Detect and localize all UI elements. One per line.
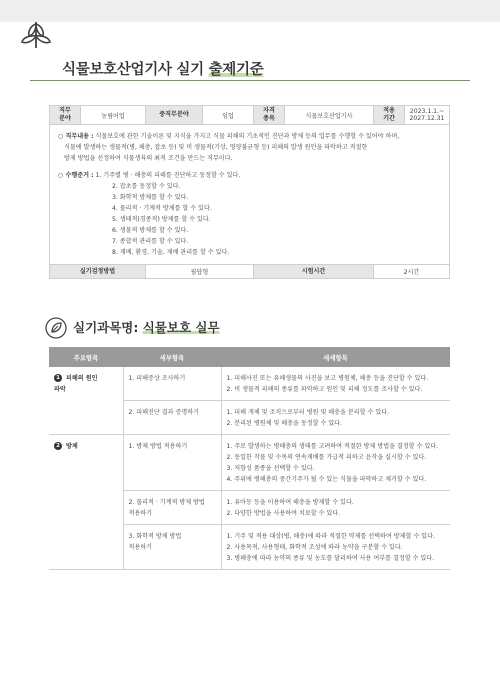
header-sub-item: 세세항목 <box>221 347 450 367</box>
field-label: 직무 분야 <box>50 106 81 125</box>
perf-label: ○ 수행준거 : <box>58 172 94 179</box>
detail-item: 1. 방제 방법 적용하기 <box>123 435 221 491</box>
perf-item: 6. 생물적 방제를 할 수 있다. <box>112 227 189 234</box>
list-item: 1. 피해 개체 및 조직으로부터 병원 및 해충을 분리할 수 있다. <box>226 409 390 416</box>
duty-description <box>50 125 450 265</box>
main-item-2: 2 방제 <box>49 435 123 570</box>
mid-field-value: 임업 <box>203 106 254 125</box>
list-item: 3. 저항성 품종을 선택할 수 있다. <box>226 465 315 472</box>
list-item: 1. 주로 발생하는 병해충의 생태를 고려하여 적절한 방제 방법을 결정할 수 있다. <box>226 443 439 450</box>
detail-item: 2. 피해진단 결과 증명하기 <box>123 401 221 435</box>
table-row <box>49 367 450 401</box>
title-highlight: 출제기준 <box>208 62 264 78</box>
sub-items <box>221 525 450 570</box>
section-title-prefix: 실기과목명: <box>73 320 143 335</box>
perf-item: 4. 물리적 · 기계적 방제를 할 수 있다. <box>112 205 212 212</box>
info-footer-row <box>50 265 450 279</box>
cert-value: 식물보호산업기사 <box>285 106 374 125</box>
leaf-circle-icon <box>45 317 67 339</box>
perf-item: 1. 기주별 병 · 해충의 피해를 진단하고 동정할 수 있다. <box>95 172 241 179</box>
title-prefix: 식물보호산업기사 실기 <box>62 62 209 78</box>
header-main-item: 주요항목 <box>49 347 123 367</box>
sub-items <box>221 401 450 435</box>
certification-info-table <box>49 105 450 279</box>
section-title-highlight: 식물보호 실무 <box>142 320 220 335</box>
info-header-row <box>50 106 450 125</box>
list-item: 4. 주위에 병해충의 중간기주가 될 수 있는 식물을 파악하고 제거할 수 있다. <box>226 476 427 483</box>
table-row <box>49 435 450 491</box>
cert-label: 자격 종목 <box>254 106 285 125</box>
sub-items <box>221 435 450 491</box>
top-gray-band <box>0 0 500 22</box>
list-item: 2. 다양한 방법을 사용하여 치료할 수 있다. <box>226 510 341 517</box>
page-title <box>62 58 263 79</box>
list-item: 1. 기주 및 적용 대상(병, 해충)에 따라 적절한 약제를 선택하여 방제할 수 있다. <box>226 533 435 540</box>
perf-item: 2. 잡초를 동정할 수 있다. <box>112 183 181 190</box>
method-value: 필답형 <box>146 265 254 279</box>
list-item: 1. 유아등 등을 이용하여 해충을 방제할 수 있다. <box>226 499 354 506</box>
duty-line-1: 식물보호에 관한 기술이론 및 지식을 가지고 식물 피해의 기초적인 진단과 방제 등의 업무를 수행할 수 있어야 하며, <box>95 133 400 140</box>
period-value: 2023.1.1.~ 2027.12.31 <box>405 106 450 125</box>
list-item: 2. 비 생물적 피해의 종류를 파악하고 원인 및 피해 정도를 조사할 수 있다. <box>226 386 423 393</box>
number-badge: 1 <box>54 374 62 382</box>
list-item: 2. 사용목적, 사용형태, 화학적 조성에 따라 농약을 구분할 수 있다. <box>226 544 403 551</box>
sub-items <box>221 367 450 401</box>
number-badge: 2 <box>54 442 62 450</box>
detail-item: 1. 피해증상 조사하기 <box>123 367 221 401</box>
subject-table-header <box>49 347 450 367</box>
list-item: 2. 분리된 병원체 및 해충을 동정할 수 있다. <box>226 420 342 427</box>
perf-item: 3. 화학적 방제를 할 수 있다. <box>112 194 189 201</box>
main-item-1: 1 피해의 원인 파악 <box>49 367 123 435</box>
mid-field-label: 중직무분야 <box>146 106 203 125</box>
section-title <box>73 318 220 336</box>
time-value: 2시간 <box>374 265 450 279</box>
header-detail-item: 세부항목 <box>123 347 221 367</box>
duty-line-2: 식물에 발생하는 생물적(병, 해충, 잡초 등) 및 비 생물적(기상, 영양불균형 등) 피해의 발생 원인을 파악하고 적절한 <box>64 144 368 151</box>
perf-item: 7. 종합적 관리를 할 수 있다. <box>112 238 189 245</box>
leaf-icon <box>14 14 58 58</box>
field-value: 농림어업 <box>81 106 146 125</box>
duty-line-3: 방제 방법을 선정하여 식물생육의 최적 조건을 만드는 직무이다. <box>64 155 233 162</box>
perf-item: 5. 생태적(경종적) 방제를 할 수 있다. <box>112 216 211 223</box>
detail-item: 3. 화학적 방제 방법 적용하기 <box>123 525 221 570</box>
title-underline <box>30 80 470 81</box>
sub-items <box>221 491 450 525</box>
duty-label: ○ 직무내용 : <box>58 133 94 140</box>
time-label: 시험시간 <box>254 265 374 279</box>
method-label: 실기검정방법 <box>50 265 146 279</box>
period-label: 적용 기간 <box>374 106 405 125</box>
list-item: 2. 동일한 작물 및 수목의 연속재배를 가급적 피하고 윤작을 실시할 수 있다. <box>226 454 427 461</box>
perf-item: 8. 재배, 환경, 기술, 재배 관리를 할 수 있다. <box>112 249 230 256</box>
subject-table <box>49 347 450 570</box>
info-desc-row <box>50 125 450 265</box>
list-item: 1. 피해사진 또는 유해생물의 사진을 보고 병원체, 해충 등을 진단할 수 있다. <box>226 375 429 382</box>
list-item: 3. 병해충에 따라 농약의 종류 및 농도를 달리하여 사용 여부를 결정할 수 있다. <box>226 555 435 562</box>
detail-item: 2. 물리적 · 기계적 방제 방법 적용하기 <box>123 491 221 525</box>
